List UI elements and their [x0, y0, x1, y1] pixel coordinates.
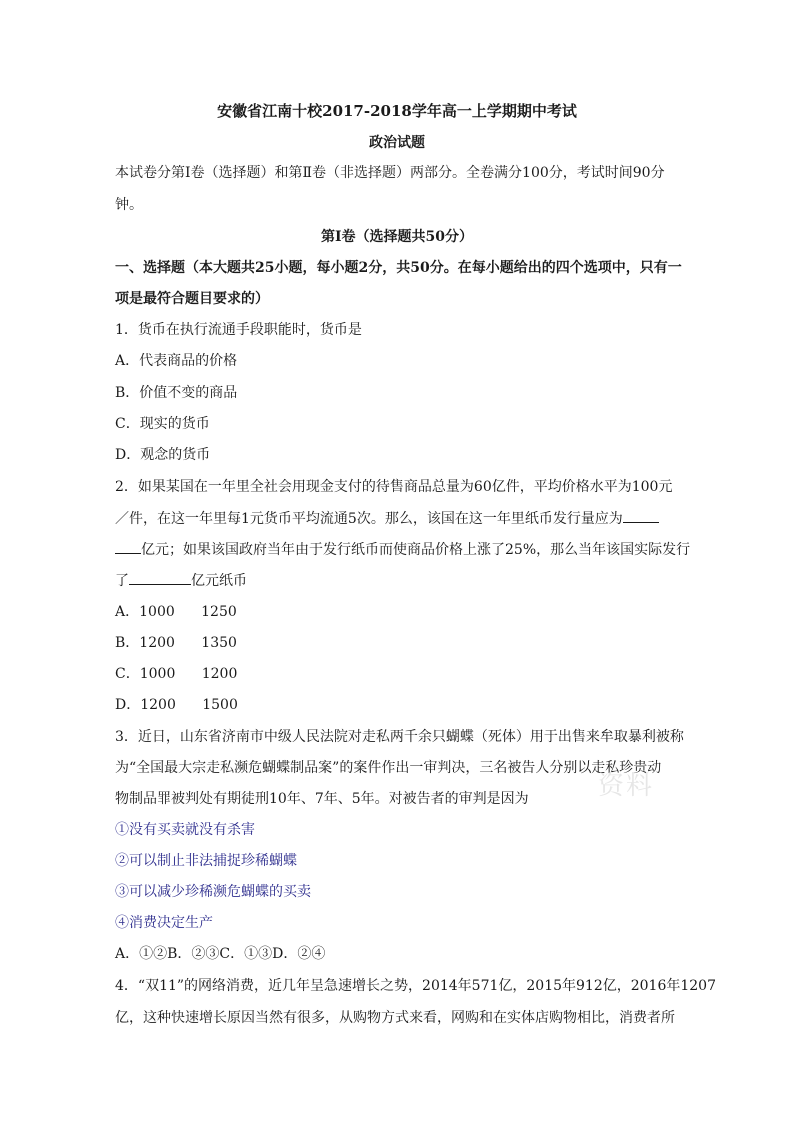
q1-stem: 1．货币在执行流通手段职能时，货币是 [115, 322, 362, 338]
q3-line-1: 3．近日，山东省济南市中级人民法院对走私两千余只蝴蝶（死体）用于出售来牟取暴利被称 [115, 729, 684, 745]
section-instruction-2: 项是最符合题目要求的） [115, 291, 269, 307]
intro-line-2: 钟。 [115, 197, 143, 213]
q3-line-2: 为“全国最大宗走私濒危蝴蝶制品案”的案件作出一审判决，三名被告人分别以走私珍贵动 [115, 760, 662, 776]
option-value-1: 1200 [139, 635, 175, 651]
section-instruction-1: 一、选择题（本大题共25小题，每小题2分，共50分。在每小题给出的四个选项中，只有一 [115, 260, 682, 276]
q2-line-1: 2．如果某国在一年里全社会用现金支付的待售商品总量为60亿件，平均价格水平为100元 [115, 479, 673, 495]
option-value-2: 1350 [201, 635, 237, 651]
q1-option-d: D．观念的货币 [115, 447, 211, 463]
q4-line-2: 亿，这种快速增长原因当然有很多，从购物方式来看，网购和在实体店购物相比，消费者所 [115, 1010, 675, 1026]
option-letter: B． [115, 635, 140, 651]
q1-option-a: A．代表商品的价格 [115, 353, 238, 369]
option-value-2: 1500 [202, 697, 238, 713]
q2-option-c [115, 664, 237, 684]
option-letter: A． [115, 604, 140, 620]
q3-item-3: ③可以减少珍稀濒危蝴蝶的买卖 [115, 884, 311, 900]
subject-title: 政治试题 [369, 135, 425, 151]
q2-line-4-pre: 了 [115, 573, 129, 589]
option-letter: D． [115, 697, 141, 713]
q3-item-1: ①没有买卖就没有杀害 [115, 822, 255, 838]
option-value-1: 1000 [139, 604, 175, 620]
option-value-2: 1250 [201, 604, 237, 620]
q1-option-c: C．现实的货币 [115, 416, 210, 432]
q1-option-b: B．价值不变的商品 [115, 385, 238, 401]
watermark: 资料 [598, 771, 655, 801]
option-value-1: 1200 [140, 697, 176, 713]
q3-item-2: ②可以制止非法捕捉珍稀蝴蝶 [115, 853, 297, 869]
q2-option-d [115, 695, 238, 715]
intro-line-1: 本试卷分第Ⅰ卷（选择题）和第Ⅱ卷（非选择题）两部分。全卷满分100分，考试时间90分 [115, 165, 665, 181]
answer-blank-1b [115, 539, 141, 554]
q2-line-2-text: ／件，在这一年里每1元货币平均流通5次。那么，该国在这一年里纸币发行量应为 [115, 511, 623, 527]
q2-option-b [115, 633, 237, 653]
q2-line-2 [115, 508, 659, 529]
q3-answers: A．①②B．②③C．①③D．②④ [115, 946, 326, 962]
section-heading: 第Ⅰ卷（选择题共50分） [320, 229, 474, 245]
q2-line-3 [115, 539, 690, 560]
answer-blank-2 [129, 570, 191, 585]
q4-line-1: 4．“双11”的网络消费，近几年呈急速增长之势，2014年571亿，2015年912亿，2016年1207 [115, 978, 716, 994]
q3-item-4: ④消费决定生产 [115, 915, 213, 931]
exam-title: 安徽省江南十校2017-2018学年高一上学期期中考试 [217, 102, 577, 120]
option-value-2: 1200 [201, 666, 238, 682]
q2-line-3-text: 亿元；如果该国政府当年由于发行纸币而使商品价格上涨了25%，那么当年该国实际发行 [141, 542, 691, 558]
q2-option-a [115, 602, 237, 622]
answer-blank-1a [623, 508, 659, 523]
option-letter: C． [115, 666, 140, 682]
q2-line-4-post: 亿元纸币 [191, 573, 247, 589]
q3-line-3: 物制品罪被判处有期徒刑10年、7年、5年。对被告者的审判是因为 [115, 791, 529, 807]
q2-line-4 [115, 570, 247, 591]
option-value-1: 1000 [139, 666, 176, 682]
